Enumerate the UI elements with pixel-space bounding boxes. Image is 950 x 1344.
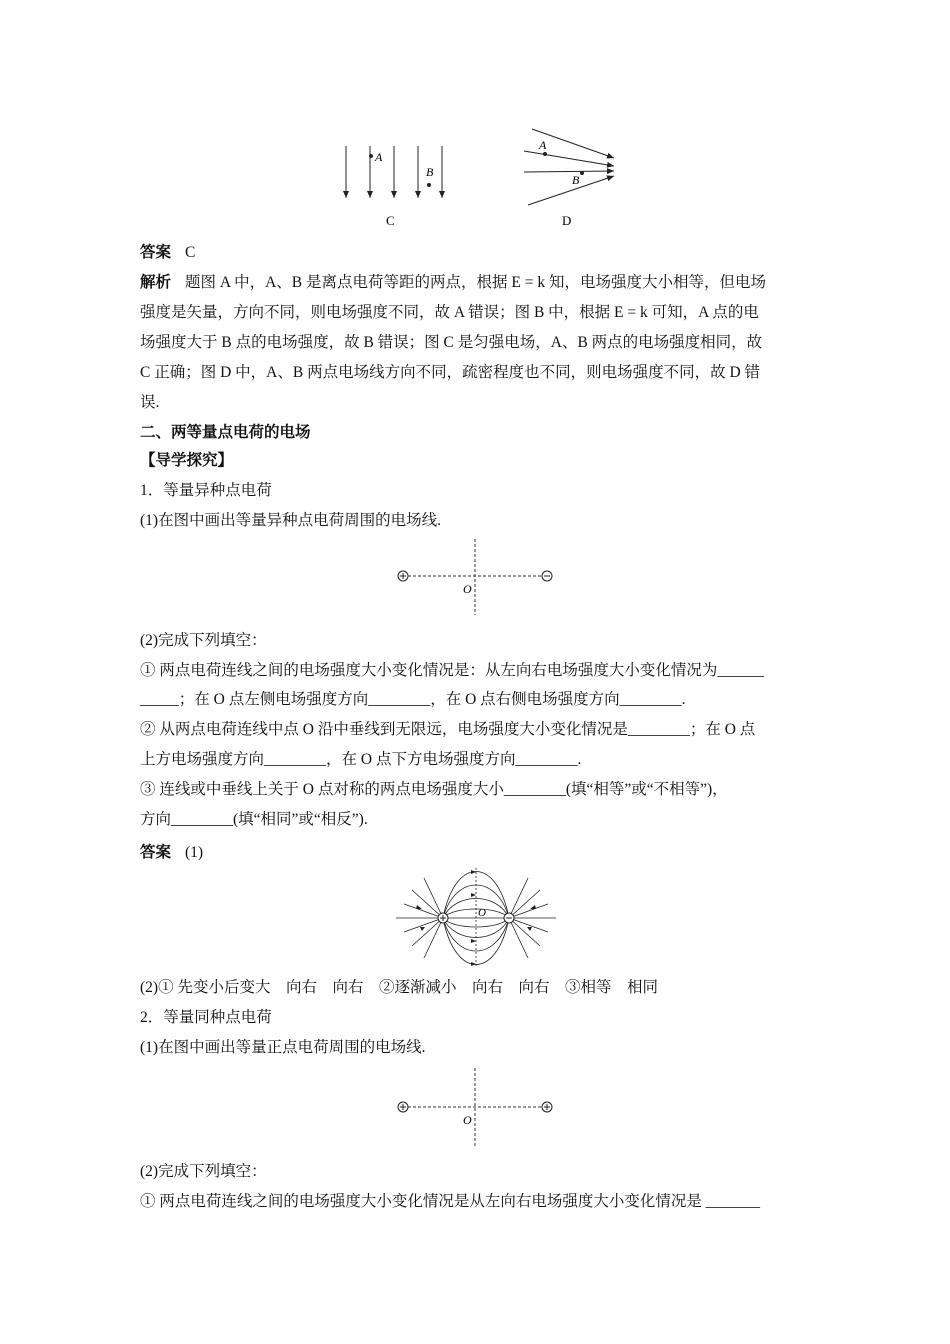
answer-1-value: C: [185, 244, 196, 261]
item-1-line-4: 上方电场强度方向________，在 O 点下方电场强度方向________.: [140, 751, 582, 768]
item-2-title: 2．等量同种点电荷: [140, 1009, 272, 1026]
origin-label: O: [463, 582, 472, 596]
item-1-line-3: ② 从两点电荷连线中点 O 沿中垂线到无限远，电场强度大小变化情况是________；在 O 点: [140, 721, 756, 738]
c-point-a-label: A: [375, 150, 383, 164]
analysis-line-1: [140, 273, 820, 293]
c-point-a-dot: [369, 154, 373, 158]
guided-inquiry-heading: 【导学探究】: [140, 452, 234, 469]
c-caption: C: [386, 213, 395, 228]
item-1-line-2: _____；在 O 点左侧电场强度方向________，在 O 点右侧电场强度方向________.: [140, 691, 686, 708]
section-2-heading: 二、两等量点电荷的电场: [140, 424, 311, 441]
figure-d-converging-field: [524, 129, 614, 205]
d-point-a-label: A: [539, 138, 547, 152]
d-point-b-label: B: [572, 173, 580, 187]
item-1-line-1: ① 两点电荷连线之间的电场强度大小变化情况是：从左向右电场强度大小变化情况为______: [140, 662, 764, 679]
dipole-origin-label: O: [478, 907, 486, 919]
item-1-question-1: (1)在图中画出等量异种点电荷周围的电场线.: [140, 512, 441, 529]
c-point-b-dot: [427, 183, 431, 187]
item-2-line-1: ① 两点电荷连线之间的电场强度大小变化情况是从左向右电场强度大小变化情况是 _______: [140, 1193, 761, 1210]
answer-2-label: 答案: [140, 844, 172, 861]
d-caption: D: [562, 213, 572, 228]
item-2-question-2: (2)完成下列填空：: [140, 1163, 267, 1180]
d-point-a-dot: [543, 152, 547, 156]
answer-2: [140, 843, 820, 863]
analysis-line-2: 强度是矢量，方向不同，则电场强度不同，故 A 错误；图 B 中，根据 E = k 可知，A 点的电: [140, 304, 759, 321]
same-origin-label: O: [463, 1113, 472, 1127]
answer-1: [140, 243, 820, 263]
analysis-label: 解析: [140, 274, 172, 291]
figure-same-charges-blank: [0, 1064, 950, 1149]
analysis-line-3: 场强度大于 B 点的电场强度，故 B 错误；图 C 是匀强电场，A、B 两点的电场强度相同，故: [140, 334, 763, 351]
answer-1-label: 答案: [140, 244, 172, 261]
analysis-line-4: C 正确；图 D 中，A、B 两点电场线方向不同，疏密程度也不同，则电场强度不同，故 D 错: [140, 364, 761, 381]
item-1-line-6: 方向________(填“相同”或“相反”).: [140, 811, 368, 828]
d-point-b-dot: [580, 171, 584, 175]
figure-opposite-charges-blank: [0, 535, 950, 625]
item-1-title: 1．等量异种点电荷: [140, 482, 272, 499]
answer-2-part: (1): [185, 844, 204, 861]
analysis-text-1: 题图 A 中，A、B 是离点电荷等距的两点，根据 E = k 知，电场强度大小相等，但电场: [185, 274, 766, 291]
item-1-question-2: (2)完成下列填空：: [140, 632, 267, 649]
answer-2-line: (2)① 先变小后变大 向右 向右 ②逐渐减小 向右 向右 ③相等 相同: [140, 979, 658, 996]
c-point-b-label: B: [426, 165, 434, 179]
item-2-question-1: (1)在图中画出等量正点电荷周围的电场线.: [140, 1039, 426, 1056]
figure-dipole-field-lines: [0, 864, 950, 974]
item-1-line-5: ③ 连线或中垂线上关于 O 点对称的两点电场强度大小________(填“相等”或“不相等”)，: [140, 781, 728, 798]
analysis-line-5: 误.: [140, 394, 160, 411]
figure-c-d: [0, 0, 950, 240]
